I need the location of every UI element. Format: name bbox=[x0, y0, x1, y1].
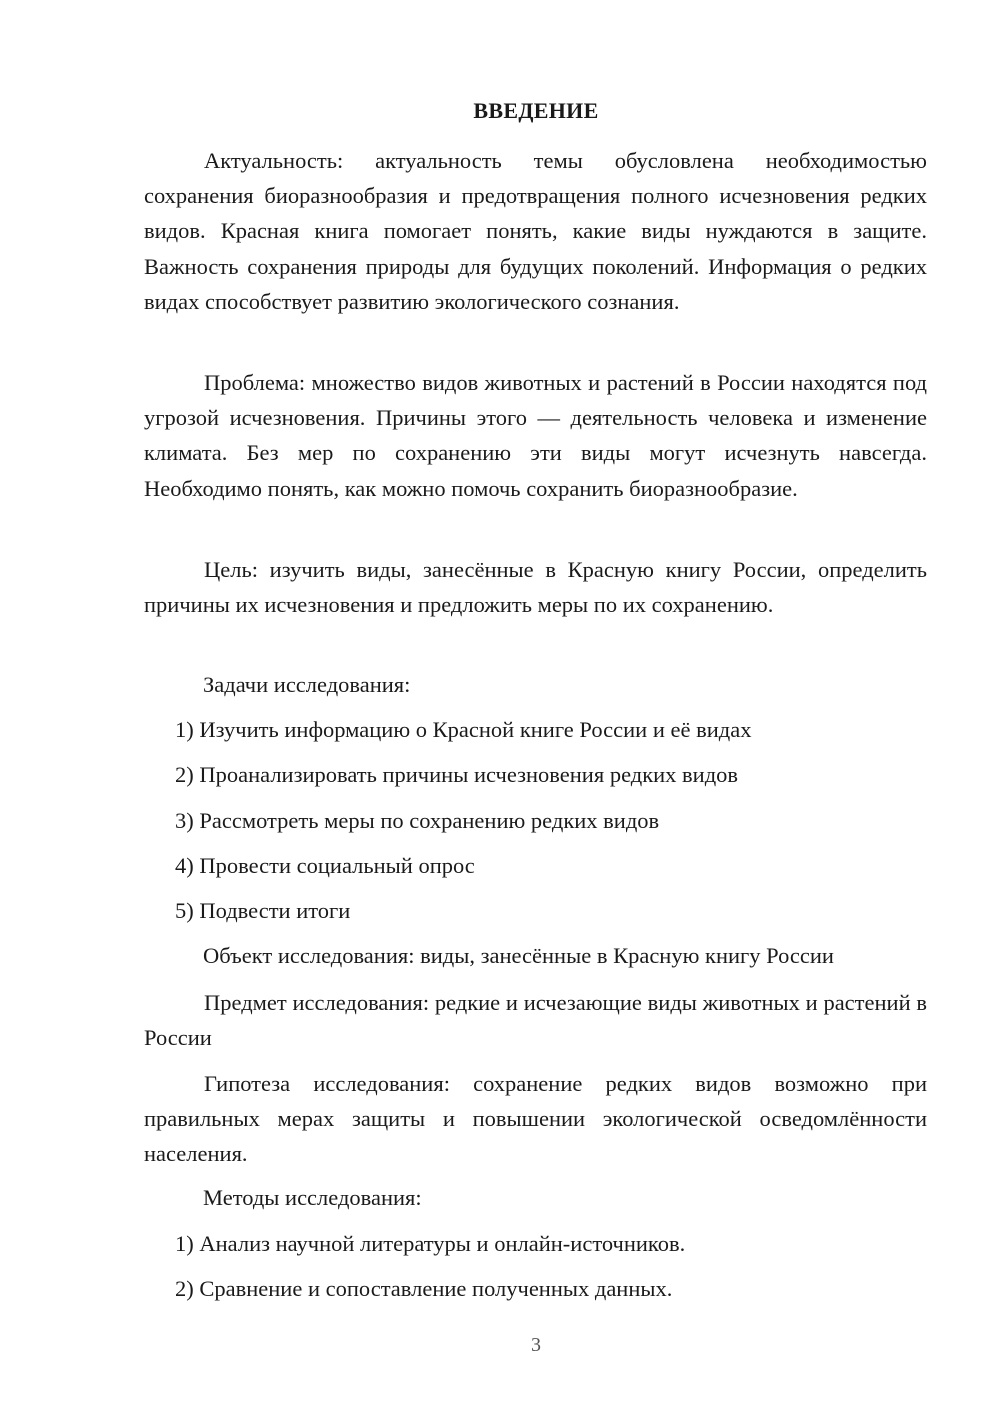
method-item: 1) Анализ научной литературы и онлайн-источников. bbox=[175, 1231, 686, 1256]
task-item: 4) Провести социальный опрос bbox=[175, 853, 475, 878]
task-item: 2) Проанализировать причины исчезновения редких видов bbox=[175, 762, 739, 787]
subject-paragraph: Предмет исследования: редкие и исчезающие виды животных и растений в России bbox=[144, 990, 927, 1051]
relevance-paragraph: Актуальность: актуальность темы обусловлена необходимостью сохранения биоразнообразия и предотвращения полного исчезновения редких видов. Красная книга помогает понять, какие виды нуждаются в защите. Важность сохранения природы для будущих поколений. Информация о редких видах способствует развитию экологического сознания. bbox=[144, 148, 927, 314]
method-item: 2) Сравнение и сопоставление полученных данных. bbox=[175, 1276, 673, 1301]
object-line: Объект исследования: виды, занесённые в Красную книгу России bbox=[203, 943, 834, 968]
hypothesis-paragraph: Гипотеза исследования: сохранение редких видов возможно при правильных мерах защиты и повышении экологической осведомлённости населения. bbox=[144, 1071, 927, 1167]
methods-heading: Методы исследования: bbox=[203, 1185, 422, 1210]
page-number: 3 bbox=[531, 1334, 541, 1356]
section-title: ВВЕДЕНИЕ bbox=[473, 98, 599, 123]
tasks-heading: Задачи исследования: bbox=[203, 672, 411, 697]
task-item: 3) Рассмотреть меры по сохранению редких видов bbox=[175, 808, 660, 833]
goal-paragraph: Цель: изучить виды, занесённые в Красную книгу России, определить причины их исчезновения и предложить меры по их сохранению. bbox=[144, 557, 927, 618]
task-item: 5) Подвести итоги bbox=[175, 898, 351, 923]
task-item: 1) Изучить информацию о Красной книге России и её видах bbox=[175, 717, 752, 742]
problem-paragraph: Проблема: множество видов животных и растений в России находятся под угрозой исчезновения. Причины этого — деятельность человека и изменение климата. Без мер по сохранению эти виды могут исчезнуть навсегда. Необходимо понять, как можно помочь сохранить биоразнообразие. bbox=[144, 370, 927, 501]
